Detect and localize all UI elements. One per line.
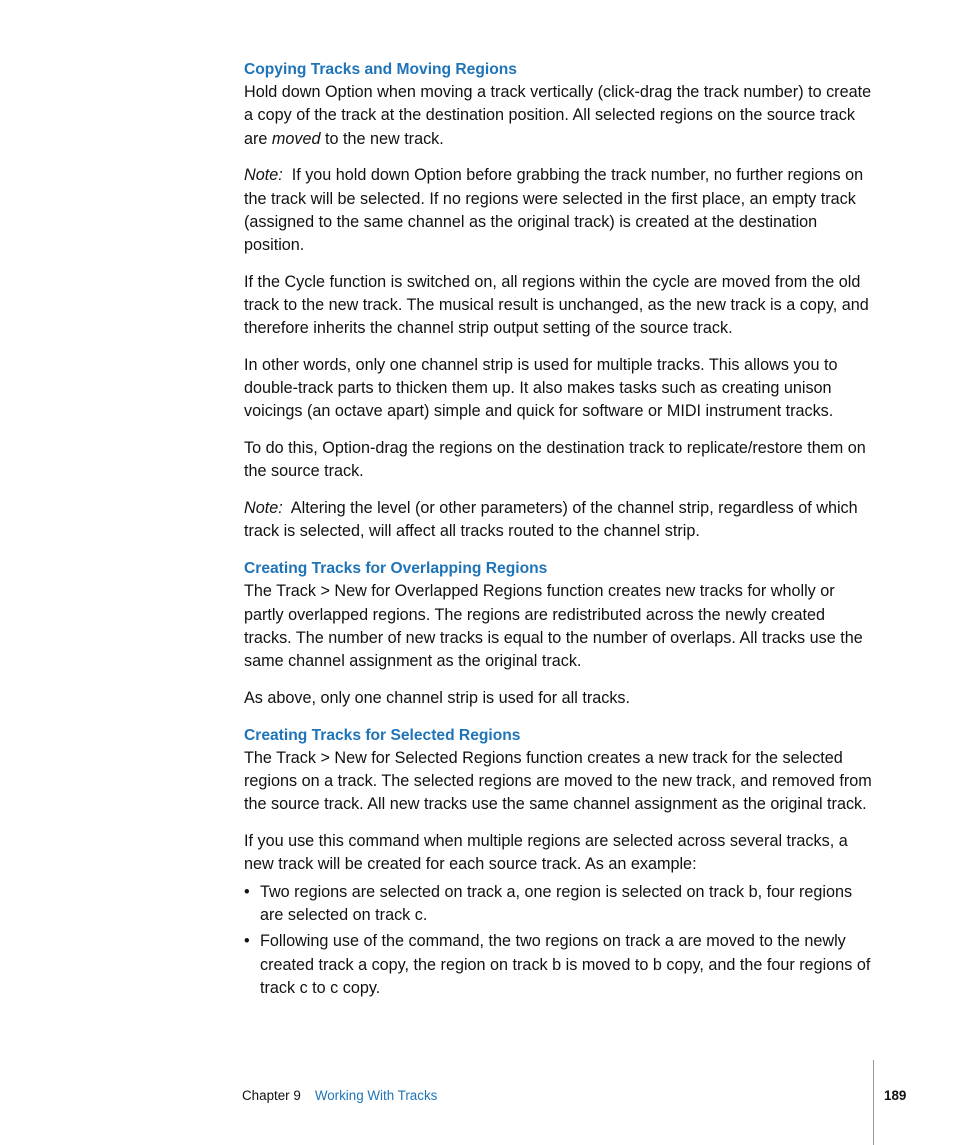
chapter-title-link[interactable]: Working With Tracks [314,1088,438,1103]
note-paragraph [244,164,874,257]
emphasis-text: moved [271,129,321,148]
list-item [244,881,874,927]
page-footer [242,1088,437,1103]
paragraph: To do this, Option-drag the regions on the destination track to replicate/restore them on the source track. [244,439,866,481]
bullet-list [244,881,874,1000]
list-item-text: Following use of the command, the two regions on track a are moved to the newly created track a copy, the region on track b is moved to b copy, and the four regions of track c to c copy. [260,932,871,997]
bullet-icon: • [244,932,250,951]
paragraph: As above, only one channel strip is used for all tracks. [244,688,631,707]
section-heading-copying-tracks: Copying Tracks and Moving Regions [244,61,517,78]
note-text: If you hold down Option before grabbing the track number, no further regions on the track will be selected. If no regions were selected in the first place, an empty track (assigned to the same channel as the original track) is created at the destination position. [244,166,868,255]
section-heading-overlapping-regions: Creating Tracks for Overlapping Regions [244,560,548,578]
section-heading-selected-regions: Creating Tracks for Selected Regions [244,726,521,744]
paragraph-text: to the new track. [320,129,444,148]
paragraph-text: Hold down Option when moving a track vertically (click-drag the track number) to create a copy of the track at the destination position. All selected regions on the source track are [244,83,872,148]
paragraph [244,81,874,151]
page-content [244,58,874,1003]
note-text: Altering the level (or other parameters) of the channel strip, regardless of which track is selected, will affect all tracks routed to the channel strip. [244,499,863,541]
list-item [244,930,874,1000]
paragraph: In other words, only one channel strip is used for multiple tracks. This allows you to double-track parts to thicken them up. It also makes tasks such as creating unison voicings (an octave apart) simple and quick for software or MIDI instrument tracks. [244,356,838,421]
note-label: Note: [244,499,283,518]
page-number: 189 [884,1088,907,1103]
footer-divider [873,1060,874,1145]
chapter-label: Chapter 9 [242,1088,301,1103]
list-item-text: Two regions are selected on track a, one region is selected on track b, four regions are selected on track c. [260,883,853,925]
paragraph: The Track > New for Overlapped Regions function creates new tracks for wholly or partly overlapped regions. The regions are redistributed across the newly created tracks. The number of new tracks is equal to the number of overlaps. All tracks use the same channel assignment as the original track. [244,582,863,671]
note-label: Note: [244,166,283,185]
paragraph: If the Cycle function is switched on, all regions within the cycle are moved from the old track to the new track. The musical result is unchanged, as the new track is a copy, and therefore inherits the channel strip output setting of the source track. [244,272,869,338]
note-paragraph [244,497,874,543]
paragraph: The Track > New for Selected Regions function creates a new track for the selected regions on a track. The selected regions are moved to the new track, and removed from the source track. All new tracks use the same channel assignment as the original track. [244,748,872,814]
bullet-icon: • [244,883,250,902]
paragraph: If you use this command when multiple regions are selected across several tracks, a new track will be created for each source track. As an example: [244,832,848,874]
